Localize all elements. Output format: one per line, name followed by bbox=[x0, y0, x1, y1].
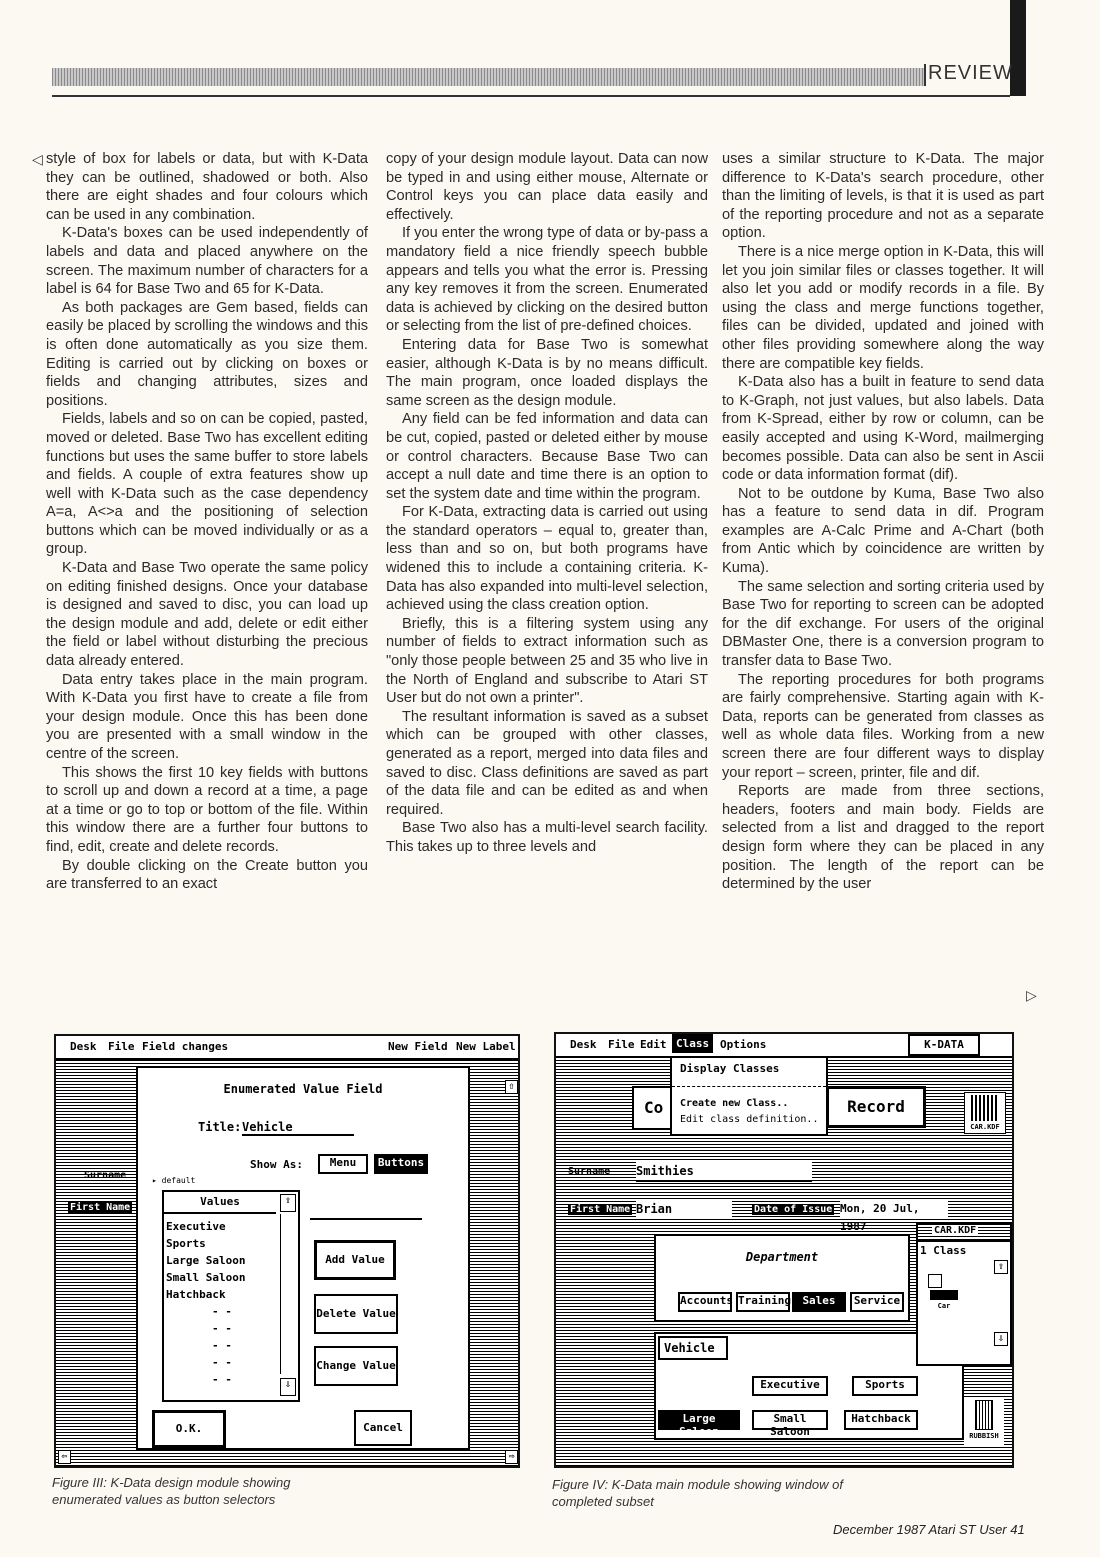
list-item-empty[interactable]: - - bbox=[212, 1322, 232, 1335]
paragraph: Entering data for Base Two is somewhat easier, although K-Data is by no means difficult. The main program, once loaded displays the same screen as the design module. bbox=[386, 336, 708, 409]
header-rule-bar bbox=[52, 68, 925, 86]
first-name-field[interactable]: Brian bbox=[636, 1200, 732, 1218]
paragraph: K-Data's boxes can be used independently of labels and data and placed anywhere on the screen. The maximum number of characters for a label is 64 for Base Two and 65 for K-Data. bbox=[46, 225, 368, 298]
menu-bar bbox=[56, 1036, 518, 1060]
vehicle-hatchback-button[interactable]: Hatchback bbox=[844, 1410, 918, 1430]
page-footer: December 1987 Atari ST User 41 bbox=[833, 1522, 1025, 1537]
figure-3-screenshot bbox=[54, 1034, 520, 1468]
menu-options[interactable]: Options bbox=[720, 1038, 767, 1051]
list-item[interactable]: Sports bbox=[166, 1237, 206, 1250]
figure-4-caption: Figure IV: K-Data main module showing window of completed subset bbox=[552, 1477, 843, 1509]
menu-new-label[interactable]: New Label bbox=[456, 1040, 516, 1053]
values-entries bbox=[166, 1218, 245, 1388]
scroll-left-arrow-icon[interactable]: ⇦ bbox=[58, 1450, 71, 1464]
paragraph: Base Two also has a multi-level search facility. This takes up to three levels and bbox=[386, 820, 708, 855]
paragraph: For K-Data, extracting data is carried out using the standard operators – equal to, greater than, less than and so on, but both programs have widened this to include a containing criteria. K-Data has also expanded into multi-level selection, achieved using the class creation option. bbox=[386, 504, 708, 614]
add-value-button[interactable]: Add Value bbox=[314, 1240, 396, 1280]
value-input[interactable] bbox=[310, 1204, 422, 1220]
list-item[interactable]: Executive bbox=[166, 1220, 226, 1233]
class-count: 1 Class bbox=[920, 1244, 967, 1257]
paragraph: The reporting procedures for both programs are fairly comprehensive. Starting again with K-Data, reports can be generated from classes as well as whole data files. Working from a new screen there are four different ways to display your report – screen, printer, file and dif. bbox=[722, 671, 1044, 781]
trash-icon[interactable] bbox=[964, 1398, 1004, 1446]
values-scroll-track[interactable] bbox=[280, 1214, 295, 1374]
cancel-button[interactable]: Cancel bbox=[354, 1410, 412, 1446]
paragraph: If you enter the wrong type of data or by-pass a mandatory field a nice friendly speech bubble appears and tells you what the error is. Pressing any key removes it from the screen. Enumerated data is achieved by clicking on the desired button or selecting from the list of pre-defined choices. bbox=[386, 225, 708, 335]
continued-arrow-icon: ▷ bbox=[1026, 987, 1037, 1003]
paragraph: The same selection and sorting criteria used by Base Two for reporting to screen can be adopted for the dif exchange. For users of the original DBMaster One, there is a conversion program to transfer data to Base Two. bbox=[722, 578, 1044, 670]
dialog-title: Enumerated Value Field bbox=[223, 1082, 383, 1096]
paragraph: Fields, labels and so on can be copied, pasted, moved or deleted. Base Two has excellent editing functions but uses the same buffer to store labels and fields. A couple of extra features show up well with K-Data such as the case dependency A=a, A<>a and the positioning of selection buttons which can be moved individually or as a group. bbox=[46, 411, 368, 558]
partial-button[interactable]: Co bbox=[632, 1086, 686, 1130]
list-item[interactable]: Large Saloon bbox=[166, 1254, 246, 1267]
paragraph: Data entry takes place in the main program. With K-Data you first have to create a file from your design module. Once this has been done you are presented with a small window in the centre of the screen. bbox=[46, 671, 368, 762]
paragraph: This shows the first 10 key fields with buttons to scroll up and down a record at a time, a page at a time or go to top or bottom of the file. Within this window there are a further four buttons to find, edit, create and delete records. bbox=[46, 764, 368, 855]
vehicle-small-saloon-button[interactable]: Small Saloon bbox=[752, 1410, 828, 1430]
menu-file[interactable]: File bbox=[108, 1040, 135, 1053]
paragraph: Not to be outdone by Kuma, Base Two also has a feature to send data in dif. Program examples are A-Calc Prime and A-Chart (both from Antic which by coincidence are written by Kuma). bbox=[722, 485, 1044, 577]
show-as-label: Show As: bbox=[250, 1158, 303, 1171]
menu-item-display-classes[interactable]: Display Classes bbox=[680, 1062, 780, 1075]
paragraph: style of box for labels or data, but with K-Data they can be outlined, shadowed or both. Also there are eight shades and four colours which can be used in any combination. bbox=[46, 151, 368, 223]
paragraph: uses a similar structure to K-Data. The major difference to K-Data's search procedure, other than the limiting of levels, is that it is used as part of the reporting procedure and not as a separate option. bbox=[722, 151, 1044, 242]
scroll-right-arrow-icon[interactable]: ⇨ bbox=[505, 1450, 518, 1464]
surname-label: Surname bbox=[568, 1166, 611, 1177]
menu-separator bbox=[672, 1086, 826, 1087]
scroll-up-arrow-icon[interactable]: ⇧ bbox=[505, 1080, 518, 1094]
class-dropdown-menu bbox=[670, 1056, 828, 1136]
menu-file[interactable]: File bbox=[608, 1038, 635, 1051]
paragraph: As both packages are Gem based, fields can easily be placed by scrolling the windows and this is often done automatically as you size them. Editing is carried out by clicking on boxes or fields and changing attributes, sizes and positions. bbox=[46, 299, 368, 409]
article-column-3 bbox=[722, 150, 1044, 894]
window-scroll-down-icon[interactable]: ⇩ bbox=[994, 1332, 1008, 1346]
class-file-window bbox=[916, 1222, 1012, 1366]
paragraph: Any field can be fed information and data can be cut, copied, pasted or deleted either by mouse or control characters. Because Base Two can accept a null date and time there is an option to set the system date and time within the program. bbox=[386, 411, 708, 502]
title-input[interactable]: Vehicle bbox=[242, 1120, 354, 1136]
menu-field-changes[interactable]: Field changes bbox=[142, 1040, 229, 1053]
section-label: REVIEW bbox=[928, 62, 1013, 84]
vehicle-large-saloon-button[interactable]: Large Saloon bbox=[658, 1410, 740, 1430]
header-underline bbox=[52, 95, 1010, 97]
department-group bbox=[654, 1234, 910, 1322]
paragraph: Reports are made from three sections, headers, footers and main body. Fields are selected from a list and dragged to the report design form where they can be placed in any position. The length of the report can be determined by the user bbox=[722, 783, 1044, 893]
surname-field[interactable]: Smithies bbox=[636, 1162, 812, 1182]
paragraph: copy of your design module layout. Data can now be typed in and using either mouse, Alternate or Control keys you can place data easily and effectively. bbox=[386, 151, 708, 223]
menu-desk[interactable]: Desk bbox=[570, 1038, 597, 1051]
paragraph: By double clicking on the Create button you are transferred to an exact bbox=[46, 857, 368, 893]
show-as-buttons-button[interactable]: Buttons bbox=[374, 1154, 428, 1174]
department-label: Department bbox=[745, 1250, 819, 1264]
paragraph: K-Data and Base Two operate the same policy on editing finished designs. Once your database is designed and saved to disc, you can load up the design module and add, delete or edit either the field or label without disturbing the precious data already entered. bbox=[46, 560, 368, 670]
title-label: Title: bbox=[198, 1120, 242, 1134]
list-item-empty[interactable]: - - bbox=[212, 1305, 232, 1318]
window-scroll-up-icon[interactable]: ⇧ bbox=[994, 1260, 1008, 1274]
paragraph: K-Data also has a built in feature to send data to K-Graph, not just values, but also labels. Data from K-Spread, either by row or column, can be easily accepted and using K-Word, mailmerging becomes possible. Data can also be sent in Ascii code or data information format (dif). bbox=[722, 374, 1044, 484]
list-item[interactable]: Small Saloon bbox=[166, 1271, 246, 1284]
menu-class[interactable]: Class bbox=[672, 1034, 713, 1053]
list-item-empty[interactable]: - - bbox=[212, 1373, 232, 1386]
values-scroll-up-icon[interactable]: ⇧ bbox=[280, 1194, 296, 1212]
date-label: Date of Issue bbox=[754, 1204, 833, 1215]
class-icon-label: Car bbox=[937, 1302, 951, 1310]
vehicle-label: Vehicle bbox=[658, 1336, 728, 1360]
first-name-label: First Name bbox=[570, 1204, 631, 1215]
paragraph: Briefly, this is a filtering system using any number of fields to extract information such as "only those people between 25 and 35 who live in the North of England and subscribe to Atari ST User but do not own a printer". bbox=[386, 615, 708, 707]
values-scroll-down-icon[interactable]: ⇩ bbox=[280, 1378, 296, 1396]
date-field[interactable]: Mon, 20 Jul, 1987 bbox=[840, 1200, 948, 1218]
disk-file-icon[interactable] bbox=[964, 1092, 1006, 1134]
article-column-2 bbox=[386, 150, 708, 857]
dept-training-button[interactable]: Training bbox=[736, 1292, 790, 1312]
menu-bar bbox=[556, 1034, 1012, 1058]
dept-service-button[interactable]: Service bbox=[850, 1292, 904, 1312]
menu-item-create-class[interactable]: Create new Class.. bbox=[680, 1098, 789, 1109]
values-list bbox=[162, 1190, 300, 1402]
show-as-menu-button[interactable]: Menu bbox=[318, 1154, 368, 1174]
menu-item-edit-class[interactable]: Edit class definition.. bbox=[680, 1114, 819, 1125]
record-button[interactable]: Record bbox=[826, 1086, 926, 1128]
vehicle-executive-button[interactable]: Executive bbox=[752, 1376, 828, 1396]
default-label: ▸ default bbox=[152, 1176, 196, 1185]
disk-icon-label: CAR.KDF bbox=[970, 1123, 1000, 1131]
list-item[interactable]: Hatchback bbox=[166, 1288, 226, 1301]
ok-button[interactable]: O.K. bbox=[152, 1410, 226, 1448]
list-item-empty[interactable]: - - bbox=[212, 1356, 232, 1369]
values-header: Values bbox=[164, 1192, 276, 1214]
bg-label-first-name: First Name bbox=[70, 1202, 131, 1213]
figure-3-caption: Figure III: K-Data design module showing enumerated values as button selectors bbox=[52, 1475, 291, 1507]
figure-4-screenshot bbox=[554, 1032, 1014, 1468]
paragraph: There is a nice merge option in K-Data, this will let you join similar files or classes together. It will also let you add or modify records in a file. By using the class and merge functions together, files can be divided, updated and joined with other files providing somewhere along the way there are compatible key fields. bbox=[722, 243, 1044, 372]
menu-new-field[interactable]: New Field bbox=[388, 1040, 448, 1053]
dept-accounts-button[interactable]: Accounts bbox=[678, 1292, 732, 1312]
vehicle-sports-button[interactable]: Sports bbox=[852, 1376, 918, 1396]
delete-value-button[interactable]: Delete Value bbox=[314, 1294, 398, 1334]
app-title: K-DATA bbox=[908, 1034, 980, 1056]
article-column-1 bbox=[46, 150, 368, 894]
enumerated-value-dialog bbox=[136, 1066, 470, 1450]
paragraph: The resultant information is saved as a subset which can be grouped with other classes, generated as a report, merged into data files and saved to disc. Class definitions are saved as part of the data file and can be edited as and when required. bbox=[386, 708, 708, 818]
menu-desk[interactable]: Desk bbox=[70, 1040, 97, 1053]
bg-label-surname: Surname bbox=[84, 1170, 127, 1181]
change-value-button[interactable]: Change Value bbox=[314, 1346, 398, 1386]
continued-from-arrow-icon: ◁ bbox=[32, 151, 43, 167]
window-title: CAR.KDF bbox=[934, 1225, 977, 1236]
dept-sales-button[interactable]: Sales bbox=[792, 1292, 846, 1312]
window-title-bar[interactable] bbox=[918, 1224, 1010, 1242]
class-car-icon[interactable] bbox=[926, 1274, 962, 1318]
trash-label: RUBBISH bbox=[969, 1432, 999, 1440]
list-item-empty[interactable]: - - bbox=[212, 1339, 232, 1352]
menu-edit[interactable]: Edit bbox=[640, 1038, 667, 1051]
